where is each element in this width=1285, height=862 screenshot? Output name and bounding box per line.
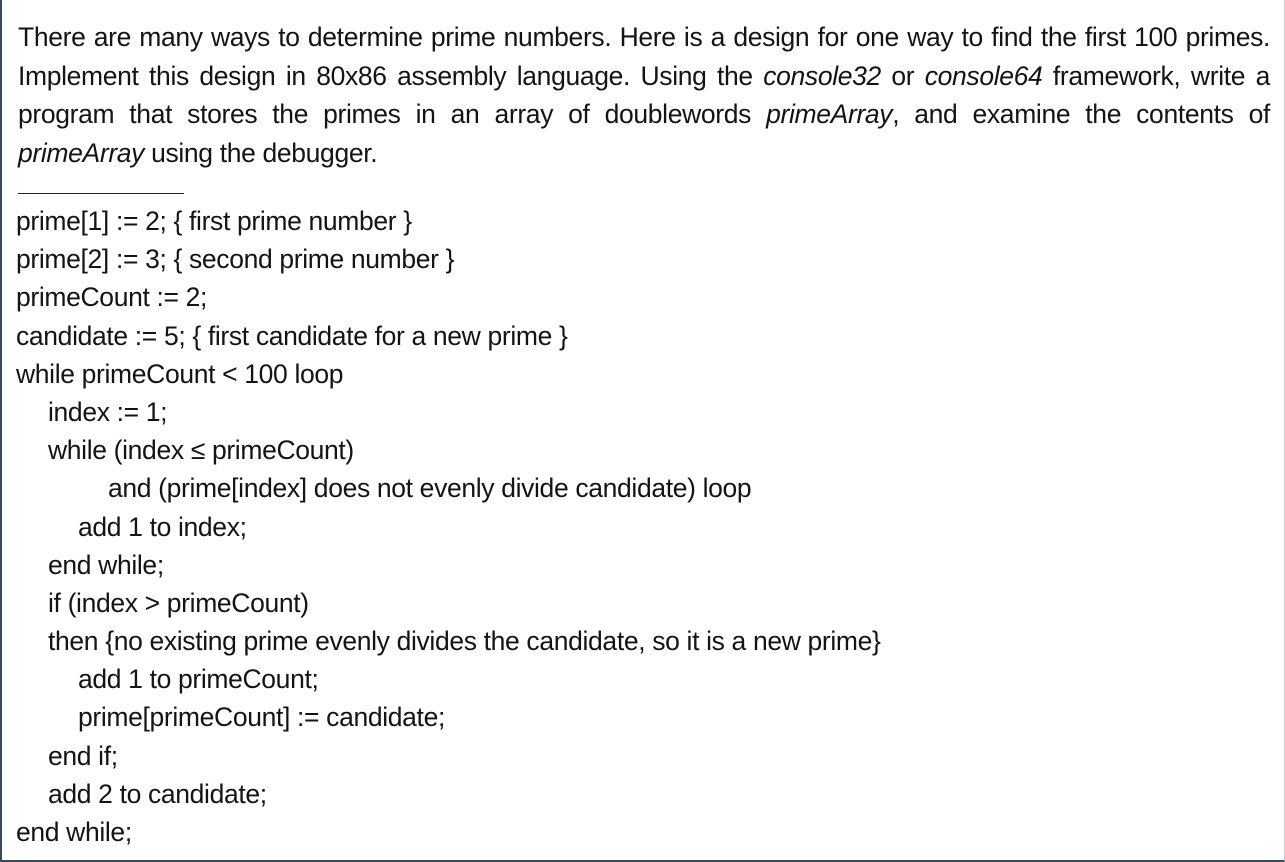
code-line: and (prime[index] does not evenly divide candidate) loop [108,473,752,504]
console32-term: console32 [763,60,881,91]
code-line: index := 1; [48,396,168,427]
code-line: end while; [16,817,132,847]
intro-text-3: framework, write a program that stores the primes in an array of doublewords [18,60,1270,129]
exercise-paragraph [18,18,1270,172]
code-line: then {no existing prime evenly divides the candidate, so it is a new prime} [48,626,881,657]
prime-array-term-2: primeArray [18,137,145,168]
code-line: while primeCount < 100 loop [16,358,344,389]
code-line: prime[1] := 2; { first prime number } [16,206,412,236]
code-line: add 1 to index; [78,511,247,542]
intro-text-1: There are many ways to determine prime numbers. Here is a design for one way to find the first 100 primes. Implement this design in 80x86 assembly language. Using the [18,22,1270,91]
intro-text-5: using the debugger. [144,137,378,168]
code-line: add 2 to candidate; [48,778,267,809]
code-line: end if; [48,740,118,771]
separator-rule [18,193,184,194]
code-line: if (index > primeCount) [48,587,309,618]
code-line: end while; [48,549,164,580]
intro-text-2: or [880,60,925,91]
code-line: primeCount := 2; [16,282,208,313]
code-line: prime[primeCount] := candidate; [78,702,445,733]
intro-text-4: , and examine the contents of [892,99,1270,129]
console64-term: console64 [924,60,1043,91]
code-line: candidate := 5; { first candidate for a new prime } [16,320,568,351]
code-line: prime[2] := 3; { second prime number } [16,244,455,275]
pseudocode-block [16,202,881,851]
exercise-description [18,18,1270,172]
code-line: add 1 to primeCount; [78,664,319,695]
code-line: while (index ≤ primeCount) [48,435,354,466]
prime-array-term: primeArray [766,99,893,129]
